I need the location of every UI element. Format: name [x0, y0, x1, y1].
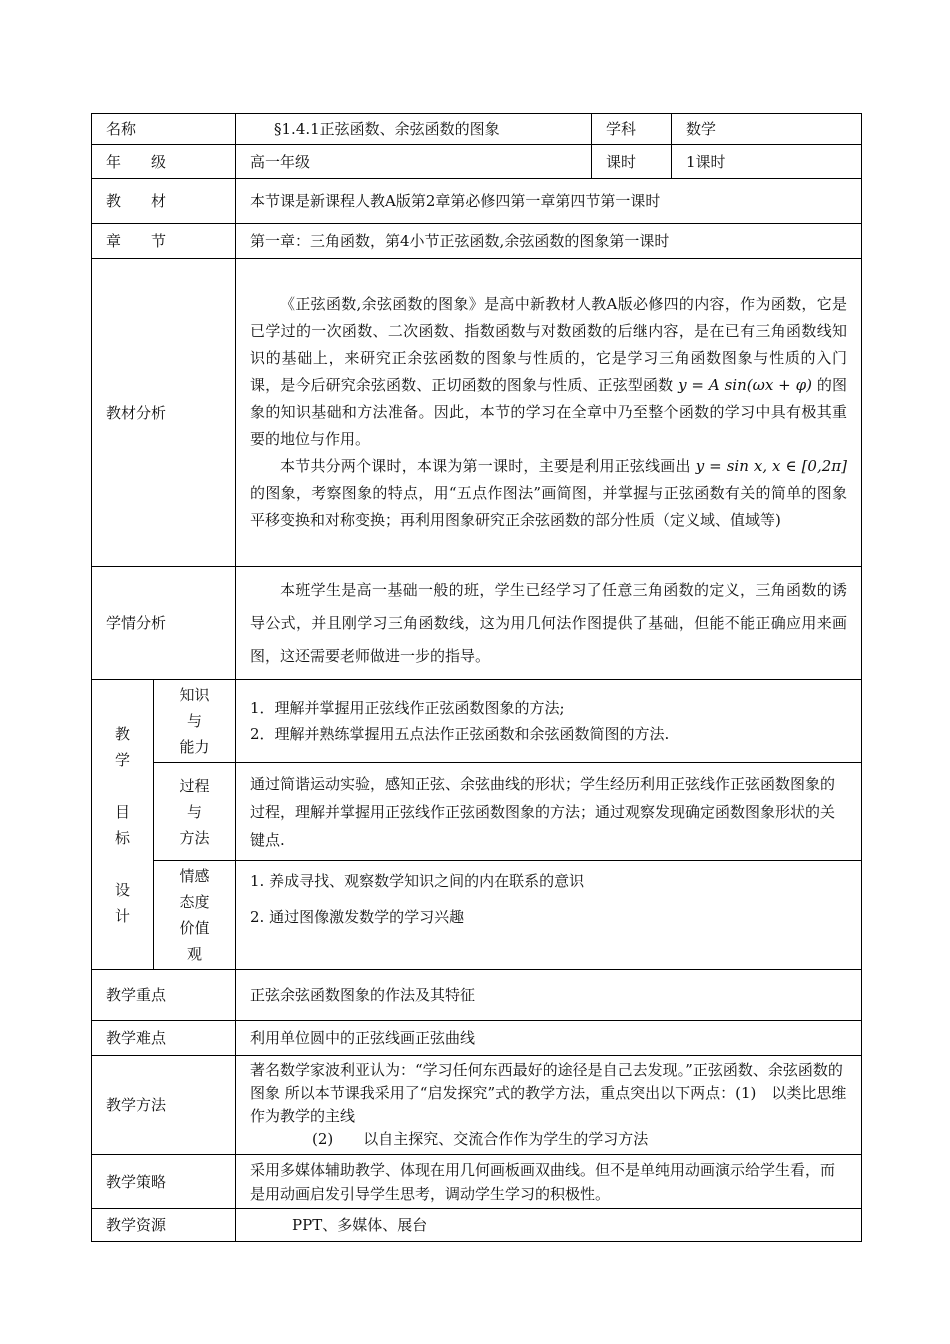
analysis-paragraph-1: 《正弦函数,余弦函数的图象》是高中新教材人教A版必修四的内容，作为函数，它是已学过的一次函数、二次函数、指数函数与对数函数的后继内容，是在已有三角函数线知识的基础上，来研究正余弦函数的图象与性质的，它是学习三角函数图象与性质的入门课，是今后研究余弦函数、正切函数的图象与性质、正弦型函数 y = A sin(ωx + φ) 的图象的知识基础和方法准备。因此，本节的学习在全章中乃至整个函数的学习中具有极其重要的地位与作用。: [250, 295, 848, 448]
strategy-content: 采用多媒体辅助教学、体现在用几何画板画双曲线。但不是单纯用动画演示给学生看，而是用动画启发引导学生思考，调动学生学习的积极性。: [236, 1155, 862, 1209]
method-label: 教学方法: [92, 1056, 236, 1155]
method-text: 著名数学家波利亚认为：“学习任何东西最好的途径是自己去发现。”正弦函数、余弦函数的图象 所以本节课我采用了“启发探究”式的教学方法，重点突出以下两点：(1) 以类比思维作为教学的主线: [250, 1061, 847, 1125]
row-textbook: [92, 179, 862, 224]
difficulties-label: 教学难点: [92, 1021, 236, 1056]
row-difficulties: [92, 1021, 862, 1056]
row-chapter: [92, 224, 862, 259]
attitude-content: 1. 养成寻找、观察数学知识之间的内在联系的意识 2. 通过图像激发数学的学习兴趣: [236, 861, 862, 970]
resources-label: 教学资源: [92, 1209, 236, 1242]
knowledge-content: 1．理解并掌握用正弦线作正弦函数图象的方法; 2．理解并熟练掌握用五点法作正弦函数和余弦函数简图的方法.: [236, 680, 862, 763]
name-value: §1.4.1正弦函数、余弦函数的图象: [236, 114, 592, 145]
attitude-label: 情感 态度 价值 观: [154, 861, 236, 970]
row-grade: [92, 145, 862, 179]
row-goal-knowledge: [92, 680, 862, 763]
textbook-value: 本节课是新课程人教A版第2章第必修四第一章第四节第一课时: [236, 179, 862, 224]
subject-label: 学科: [592, 114, 672, 145]
textbook-label: 教 材: [92, 179, 236, 224]
row-name: [92, 114, 862, 145]
row-resources: [92, 1209, 862, 1242]
process-content: 通过简谐运动实验，感知正弦、余弦曲线的形状；学生经历利用正弦线作正弦函数图象的过程，理解并掌握用正弦线作正弦函数图象的方法；通过观察发现确定函数图象形状的关键点.: [236, 763, 862, 861]
analysis-content: [236, 259, 862, 567]
subject-value: 数学: [672, 114, 862, 145]
analysis-paragraph-2: 本节共分两个课时，本课为第一课时，主要是利用正弦线画出 y = sin x, x ∈ [0,2π] 的图象，考察图象的特点，用“五点作图法”画简图，并掌握与正弦函数有关的简单的图象平移变换和对称变换；再利用图象研究正余弦函数的部分性质（定义域、值域等): [250, 457, 848, 529]
learner-label: 学情分析: [92, 567, 236, 680]
method-item-2: (2) 以自主探究、交流合作作为学生的学习方法: [312, 1130, 649, 1148]
difficulties-value: 利用单位圆中的正弦线画正弦曲线: [236, 1021, 862, 1056]
grade-value: 高一年级: [236, 145, 592, 179]
method-content: [236, 1056, 862, 1155]
row-key-points: [92, 970, 862, 1021]
analysis-label: 教材分析: [92, 259, 236, 567]
chapter-value: 第一章：三角函数，第4小节正弦函数,余弦函数的图象第一课时: [236, 224, 862, 259]
key-points-value: 正弦余弦函数图象的作法及其特征: [236, 970, 862, 1021]
row-goal-process: [92, 763, 862, 861]
process-label: 过程 与 方法: [154, 763, 236, 861]
row-analysis: [92, 259, 862, 567]
lesson-plan-table: [91, 113, 862, 1242]
row-learner: [92, 567, 862, 680]
formula-sine-interval: y = sin x, x ∈ [0,2π]: [695, 457, 848, 475]
key-points-label: 教学重点: [92, 970, 236, 1021]
resources-value: PPT、多媒体、展台: [236, 1209, 862, 1242]
grade-label: 年 级: [92, 145, 236, 179]
formula-general-sine: y = A sin(ωx + φ): [678, 376, 812, 394]
row-method: [92, 1056, 862, 1155]
period-value: 1课时: [672, 145, 862, 179]
learner-content: [236, 567, 862, 680]
learner-text: 本班学生是高一基础一般的班，学生已经学习了任意三角函数的定义，三角函数的诱导公式，并且刚学习三角函数线，这为用几何法作图提供了基础，但能不能正确应用来画图，这还需要老师做进一步的指导。: [250, 580, 848, 665]
strategy-label: 教学策略: [92, 1155, 236, 1209]
goals-label: 教 学 目 标 设 计: [92, 680, 154, 970]
row-goal-attitude: [92, 861, 862, 970]
name-label: 名称: [92, 114, 236, 145]
knowledge-label: 知识 与 能力: [154, 680, 236, 763]
period-label: 课时: [592, 145, 672, 179]
chapter-label: 章 节: [92, 224, 236, 259]
row-strategy: [92, 1155, 862, 1209]
